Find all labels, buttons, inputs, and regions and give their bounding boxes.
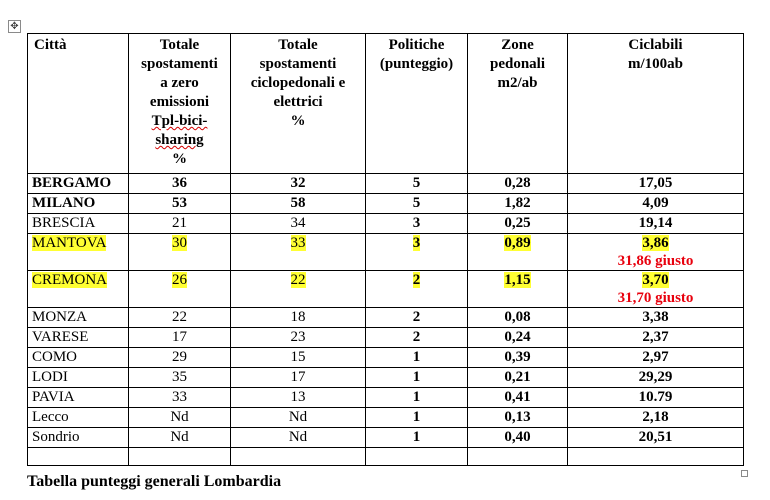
cell-ciclabili: 29,29 [568,368,744,388]
table-row [28,194,744,214]
cell-politiche: 2 [366,328,468,348]
cell-zone-pedonali: 0,28 [468,174,568,194]
cell-zone-pedonali [468,271,568,308]
cell-ciclopedonali: Nd [231,428,366,448]
cell-zero-emissioni: 17 [129,328,231,348]
cell-zone-pedonali: 0,40 [468,428,568,448]
cell-zero-emissioni: 36 [129,174,231,194]
header-politiche: Politiche (punteggio) [366,34,468,174]
highlighted-value: 0,89 [504,235,531,251]
cell-zone-pedonali: 0,24 [468,328,568,348]
cell-ciclopedonali: 32 [231,174,366,194]
empty-cell [231,448,366,466]
cell-ciclopedonali [231,234,366,271]
scores-table [27,33,744,466]
cell-politiche [366,271,468,308]
cell-zero-emissioni: 35 [129,368,231,388]
cell-politiche: 5 [366,174,468,194]
cell-zone-pedonali: 0,41 [468,388,568,408]
cell-ciclabili: 19,14 [568,214,744,234]
cell-city: PAVIA [28,388,129,408]
cell-zero-emissioni: 53 [129,194,231,214]
cell-city: MONZA [28,308,129,328]
highlighted-value: 2 [412,272,421,288]
highlighted-value: 3 [412,235,421,251]
cell-ciclopedonali [231,271,366,308]
cell-zone-pedonali: 0,13 [468,408,568,428]
cell-politiche: 1 [366,348,468,368]
cell-city: BRESCIA [28,214,129,234]
cell-zero-emissioni [129,271,231,308]
cell-ciclabili: 17,05 [568,174,744,194]
highlighted-value: 26 [172,272,187,288]
cell-ciclabili [568,234,744,271]
cell-ciclabili: 3,38 [568,308,744,328]
empty-cell [28,448,129,466]
cell-ciclabili: 2,18 [568,408,744,428]
cell-ciclabili: 20,51 [568,428,744,448]
cell-zero-emissioni: 29 [129,348,231,368]
table-row [28,348,744,368]
highlighted-city: CREMONA [32,272,108,288]
header-row [28,34,744,174]
cell-politiche: 1 [366,408,468,428]
cell-ciclabili: 2,97 [568,348,744,368]
cell-zone-pedonali: 0,39 [468,348,568,368]
table-row [28,328,744,348]
cell-zero-emissioni: 33 [129,388,231,408]
cell-zero-emissioni: Nd [129,428,231,448]
cell-city: Lecco [28,408,129,428]
cell-politiche [366,234,468,271]
cell-zero-emissioni: 22 [129,308,231,328]
cell-politiche: 1 [366,368,468,388]
table-row [28,368,744,388]
cell-city: BERGAMO [28,174,129,194]
empty-cell [568,448,744,466]
highlighted-value: 1,15 [504,272,531,288]
highlighted-value: 33 [290,235,306,251]
cell-city [28,234,129,271]
cell-ciclopedonali: 17 [231,368,366,388]
cell-zero-emissioni: Nd [129,408,231,428]
table-row [28,174,744,194]
empty-cell [366,448,468,466]
cell-ciclabili: 10.79 [568,388,744,408]
highlighted-value: 22 [290,272,306,288]
table-row [28,388,744,408]
cell-politiche: 2 [366,308,468,328]
table-row [28,234,744,271]
cell-city: COMO [28,348,129,368]
cell-ciclabili: 4,09 [568,194,744,214]
cell-ciclopedonali: Nd [231,408,366,428]
cell-ciclopedonali: 15 [231,348,366,368]
cell-city: Sondrio [28,428,129,448]
correction-note: 31,86 giusto [617,253,694,269]
cell-city: MILANO [28,194,129,214]
cell-city: LODI [28,368,129,388]
cell-zone-pedonali: 1,82 [468,194,568,214]
cell-zone-pedonali: 0,21 [468,368,568,388]
highlighted-value: 3,86 [642,235,669,251]
highlighted-value: 30 [172,235,187,251]
header-zero-emissioni: Totale spostamenti a zero emissioni Tpl-bici- sharing % [129,34,231,174]
correction-note: 31,70 giusto [617,290,694,306]
cell-politiche: 1 [366,388,468,408]
table-row [28,308,744,328]
cell-ciclopedonali: 34 [231,214,366,234]
header-zone-pedonali: Zone pedonali m2/ab [468,34,568,174]
highlighted-city: MANTOVA [32,235,107,251]
cell-ciclopedonali: 23 [231,328,366,348]
cell-zero-emissioni: 21 [129,214,231,234]
empty-row [28,448,744,466]
cell-city [28,271,129,308]
highlighted-value: 3,70 [642,272,669,288]
empty-cell [468,448,568,466]
header-ciclopedonali: Totale spostamenti ciclopedonali e elettrici % [231,34,366,174]
cell-politiche: 1 [366,428,468,448]
cell-ciclopedonali: 58 [231,194,366,214]
cell-ciclopedonali: 13 [231,388,366,408]
cell-zero-emissioni [129,234,231,271]
cell-zone-pedonali: 0,08 [468,308,568,328]
table-row [28,408,744,428]
cell-ciclopedonali: 18 [231,308,366,328]
table-resize-handle[interactable] [741,470,748,477]
table-move-icon[interactable]: ✥ [8,20,21,33]
table-row [28,214,744,234]
header-citta: Città [28,34,129,174]
header-ciclabili: Ciclabili m/100ab [568,34,744,174]
empty-cell [129,448,231,466]
cell-ciclabili [568,271,744,308]
cell-city: VARESE [28,328,129,348]
cell-zone-pedonali [468,234,568,271]
table-caption: Tabella punteggi generali Lombardia [27,473,282,490]
cell-ciclabili: 2,37 [568,328,744,348]
cell-politiche: 3 [366,214,468,234]
table-row [28,428,744,448]
cell-politiche: 5 [366,194,468,214]
cell-zone-pedonali: 0,25 [468,214,568,234]
table-row [28,271,744,308]
